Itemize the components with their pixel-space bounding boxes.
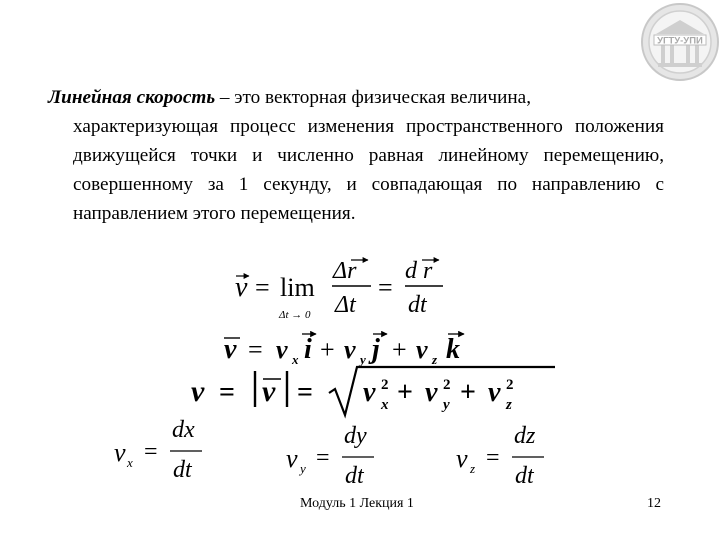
f2-j: j [372,334,380,365]
logo-text: УГТУ-УПИ [657,35,703,47]
comp-dy: dy [344,423,367,449]
formula-velocity-components [220,322,490,368]
f3-abs-v: v [262,375,276,408]
definition-term: Линейная скорость [48,87,216,108]
f2-z: z [432,352,438,367]
f2-vz: v [416,335,428,364]
comp-dz: dz [514,423,536,449]
f2-i: i [304,334,312,365]
f3-vz-sq: 2 [506,377,514,393]
f1-v: v [235,272,248,303]
comp-y: y [300,461,306,476]
comp-dt-y: dt [345,463,364,489]
f3-plus1: + [397,377,413,408]
f2-plus2: + [392,335,407,364]
f3-y: y [443,397,450,413]
f2-eq: = [248,335,263,364]
formula-velocity-limit [225,252,455,324]
comp-x: x [127,455,133,470]
f2-vx: v [276,335,288,364]
definition-line1: – это векторная физическая величина, [215,87,531,108]
f1-eq1: = [255,273,270,302]
f1-limit-subscript: Δt → 0 [279,309,311,321]
f1-dt: dt [408,292,427,318]
f3-eq1: = [219,377,235,408]
comp-eq-z: = [486,445,500,471]
university-emblem-icon [634,0,720,86]
f1-delta-t: Δt [335,292,356,318]
comp-eq-x: = [144,439,158,465]
f3-vx-sq: 2 [381,377,389,393]
footer-page-number: 12 [647,496,661,511]
f2-plus1: + [320,335,335,364]
comp-dt-x: dt [173,457,192,483]
f1-dr: d r [405,258,433,284]
footer-module-label: Модуль 1 Лекция 1 [300,496,414,511]
definition-body: характеризующая процесс изменения пространственного положения движущейся точки и численно равная линейному перемещению, совершенному за 1 секунду, и совпадающая по направлению с направлением этого перемещения. [73,116,664,224]
f3-z: z [506,397,512,413]
f3-plus2: + [460,377,476,408]
formula-velocity-magnitude [185,363,565,419]
f2-v: v [224,334,237,365]
f2-x: x [292,352,299,367]
f1-delta-r: Δr [333,258,357,284]
formula-component-derivatives [110,413,560,495]
f3-v: v [191,375,205,408]
f1-lim: lim [280,273,315,302]
f3-vy: v [425,377,438,408]
f3-vz: v [488,377,501,408]
comp-dt-z: dt [515,463,534,489]
f2-vy: v [344,335,356,364]
f1-eq2: = [378,273,393,302]
f2-k: k [446,334,460,365]
comp-vz: v [456,444,468,473]
definition-paragraph [48,83,664,228]
f3-vx: v [363,377,376,408]
comp-dx: dx [172,417,195,443]
f2-y: y [360,352,366,367]
f3-x: x [381,397,389,413]
comp-z: z [470,461,476,476]
comp-vx: v [114,438,126,467]
f3-vy-sq: 2 [443,377,451,393]
f3-eq2: = [297,377,313,408]
comp-eq-y: = [316,445,330,471]
comp-vy: v [286,444,298,473]
